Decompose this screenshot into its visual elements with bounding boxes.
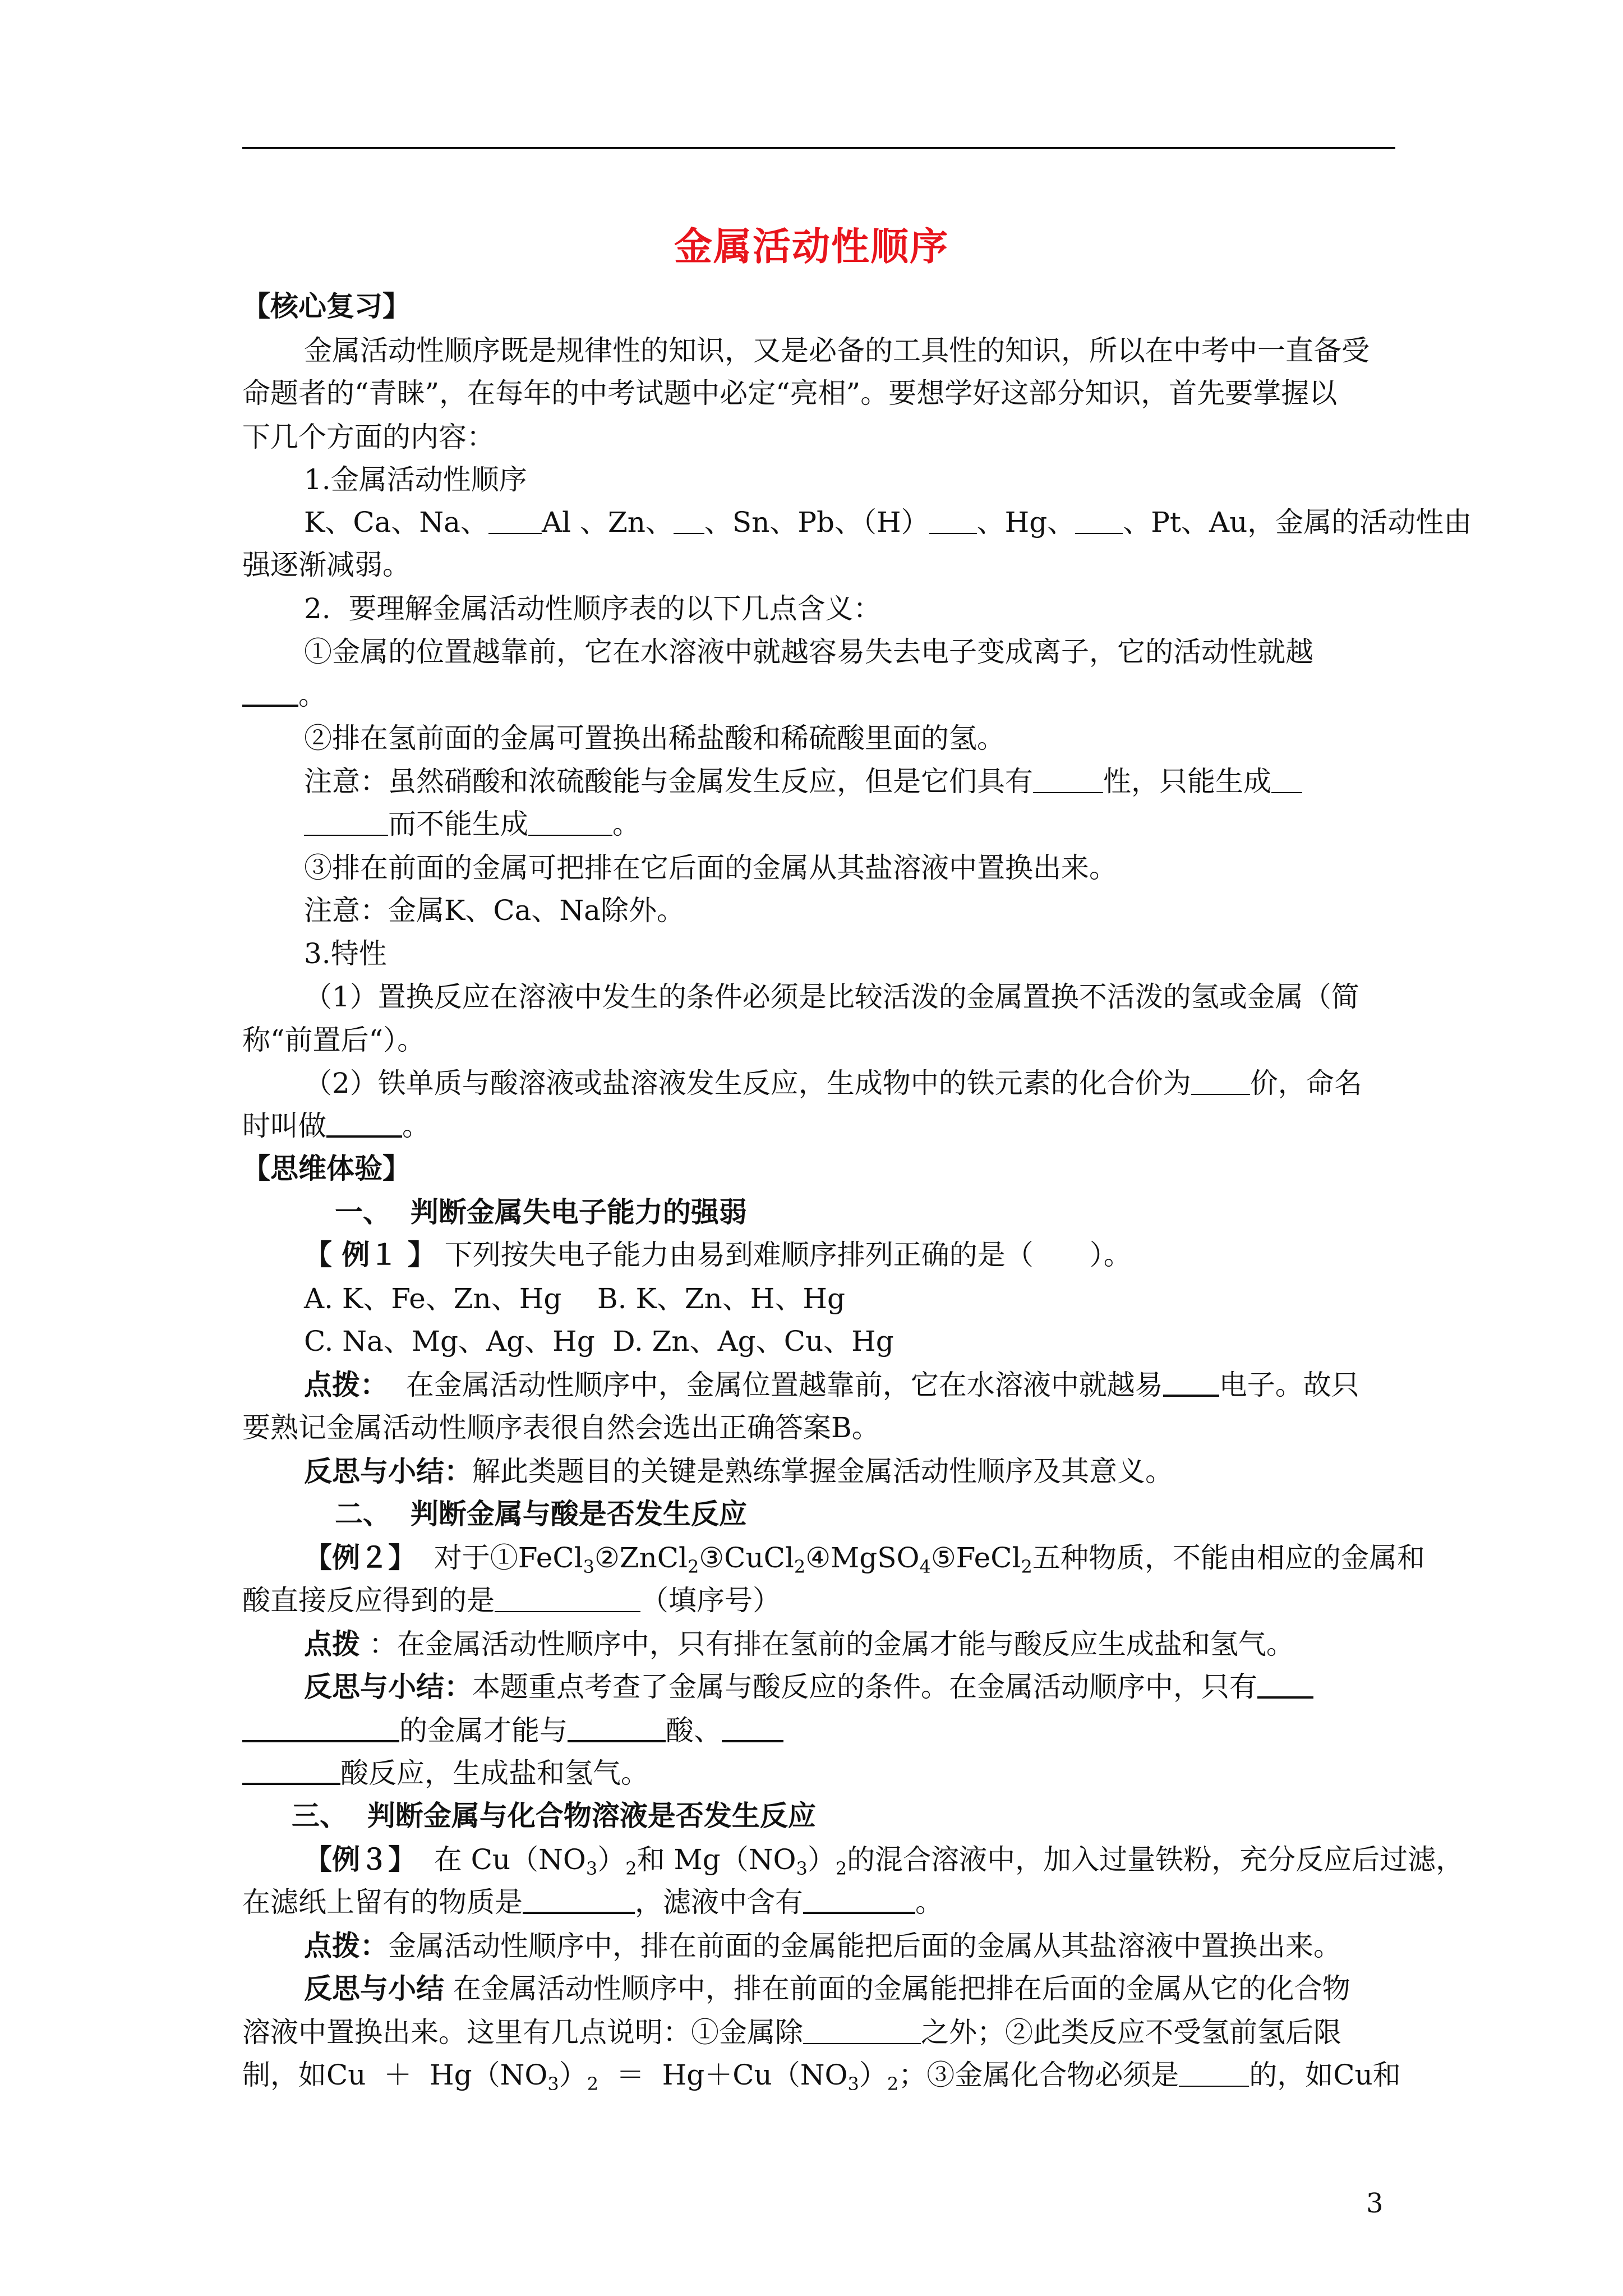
- blank[interactable]: [803, 1881, 915, 1914]
- item1-sequence: K、Ca、Na、 Al 、Zn、 、Sn、Pb、（H） 、Hg、 、Pt、Au，金属的活动性由: [304, 501, 1457, 543]
- example-2-question: 【例２】 对于①FeCl$_3$②ZnCl$_2$③CuCl$_2$④MgSO$_4$⑤FeCl$_2$五种物质，不能由相应的金属和: [304, 1541, 1425, 1577]
- example-3-reflection-line2: 溶液中置换出来。这里有几点说明：①金属除 之外；②此类反应不受氢前氢后限: [242, 2012, 1395, 2053]
- page-title: 金属活动性顺序: [674, 224, 949, 269]
- blank[interactable]: [1271, 762, 1302, 793]
- example-1-reflection: 反思与小结：解此类题目的关键是熟练掌握金属活动性顺序及其意义。: [304, 1455, 1173, 1488]
- example-3-hint: 点拨：金属活动性顺序中，排在前面的金属能把后面的金属从其盐溶液中置换出来。: [304, 1929, 1341, 1962]
- blank[interactable]: [495, 1581, 640, 1612]
- example-1-question: 【 例１ 】 下列按失电子能力由易到难顺序排列正确的是（ ）。: [304, 1238, 1132, 1271]
- intro-line-3: 下几个方面的内容：: [242, 421, 495, 453]
- item3-point1-line1: （1）置换反应在溶液中发生的条件必须是比较活泼的金属置换不活泼的氢或金属（简: [304, 981, 1359, 1013]
- blank[interactable]: [242, 1710, 399, 1742]
- example-1-hint-line1: 点拨： 在金属活动性顺序中，金属位置越靠前，它在水溶液中就越易 电子。故只: [304, 1364, 1457, 1406]
- item3-point1-line2: 称“前置后“）。: [242, 1024, 426, 1056]
- example-3-question: 【例３】 在 $Cu(NO_3)_2$和 $Mg(NO_3)_2$的混合溶液中，加入过量铁粉，充分反应后过滤，: [304, 1843, 1464, 1879]
- blank[interactable]: [1163, 1364, 1219, 1397]
- item1-line2: 强逐渐减弱。: [242, 549, 411, 581]
- item2-point2: ②排在氢前面的金属可置换出稀盐酸和稀硫酸里面的氢。: [304, 722, 1005, 754]
- blank[interactable]: [1257, 1666, 1313, 1699]
- blank[interactable]: [242, 1752, 340, 1785]
- blank[interactable]: [1179, 2055, 1249, 2087]
- example-2-hint: 点拨 ：在金属活动性顺序中，只有排在氢前的金属才能与酸反应生成盐和氢气。: [304, 1627, 1294, 1660]
- example-1-hint-line2: 要熟记金属活动性顺序表很自然会选出正确答案B。: [242, 1411, 880, 1444]
- section-heading-thinking: 【思维体验】: [242, 1152, 411, 1185]
- blank[interactable]: [803, 2013, 921, 2044]
- item2-point1-end: 。: [242, 674, 1395, 716]
- header-rule: [242, 147, 1395, 149]
- blank[interactable]: [242, 674, 298, 707]
- note1-line2: 而不能生成 。: [304, 803, 1457, 845]
- section-heading-core-review: 【核心复习】: [242, 289, 411, 323]
- example-2-question-line2: 酸直接反应得到的是 （填序号）: [242, 1580, 1395, 1621]
- item3-point2-line1: （2）铁单质与酸溶液或盐溶液发生反应，生成物中的铁元素的化合价为 价，命名: [304, 1062, 1457, 1104]
- note2: 注意：金属K、Ca、Na除外。: [304, 894, 685, 927]
- item2-point1: ①金属的位置越靠前，它在水溶液中就越容易失去电子变成离子，它的活动性就越: [304, 636, 1313, 668]
- blank[interactable]: [528, 804, 612, 836]
- blank[interactable]: [722, 1710, 783, 1742]
- example-2-reflection-line2: 的金属才能与 酸、: [242, 1710, 1395, 1751]
- item2-point3: ③排在前面的金属可把排在它后面的金属从其盐溶液中置换出来。: [304, 852, 1117, 884]
- item2-title: 2. 要理解金属活动性顺序表的以下几点含义：: [304, 592, 882, 625]
- example-1-options-cd: C. Na、Mg、Ag、Hg D. Zn、Ag、Cu、Hg: [304, 1325, 894, 1358]
- blank[interactable]: [1075, 503, 1123, 534]
- example-3-reflection-line3: 制，如$Cu + Hg(NO_3)_2 = Hg+Cu(NO_3)_2$；③金属化合物必须是 的，如Cu和: [242, 2054, 1395, 2096]
- blank[interactable]: [674, 503, 704, 534]
- blank[interactable]: [304, 804, 388, 836]
- blank[interactable]: [1033, 762, 1103, 793]
- blank[interactable]: [568, 1710, 666, 1742]
- subsection-3-title: 三、 判断金属与化合物溶液是否发生反应: [292, 1799, 816, 1832]
- example-3-reflection-line1: 反思与小结 在金属活动性顺序中，排在前面的金属能把排在后面的金属从它的化合物: [304, 1972, 1350, 2005]
- page-number: 3: [1366, 2188, 1384, 2219]
- blank[interactable]: [929, 503, 977, 534]
- blank[interactable]: [523, 1881, 635, 1914]
- blank[interactable]: [488, 503, 542, 534]
- item1-title: 1.金属活动性顺序: [304, 463, 527, 496]
- blank[interactable]: [1191, 1064, 1250, 1095]
- intro-line-1: 金属活动性顺序既是规律性的知识，又是必备的工具性的知识，所以在中考中一直备受: [304, 334, 1370, 367]
- item3-point2-line2: 时叫做 。: [242, 1105, 1395, 1147]
- intro-line-2: 命题者的“青睐”，在每年的中考试题中必定“亮相”。要想学好这部分知识，首先要掌握以: [242, 377, 1338, 409]
- example-1-options-ab: A. K、Fe、Zn、Hg B. K、Zn、H、Hg: [304, 1282, 845, 1315]
- item3-title: 3.特性: [304, 937, 387, 970]
- note1-line1: 注意：虽然硝酸和浓硫酸能与金属发生反应，但是它们具有 性，只能生成: [304, 761, 1457, 802]
- example-2-reflection-line1: 反思与小结：本题重点考查了金属与酸反应的条件。在金属活动顺序中，只有: [304, 1666, 1457, 1708]
- subsection-1-title: 一、 判断金属失电子能力的强弱: [335, 1195, 747, 1228]
- example-3-question-line2: 在滤纸上留有的物质是 ，滤液中含有 。: [242, 1881, 1395, 1923]
- example-2-reflection-line3: 酸反应，生成盐和氢气。: [242, 1752, 1395, 1794]
- subsection-2-title: 二、 判断金属与酸是否发生反应: [335, 1497, 747, 1530]
- blank[interactable]: [326, 1105, 402, 1138]
